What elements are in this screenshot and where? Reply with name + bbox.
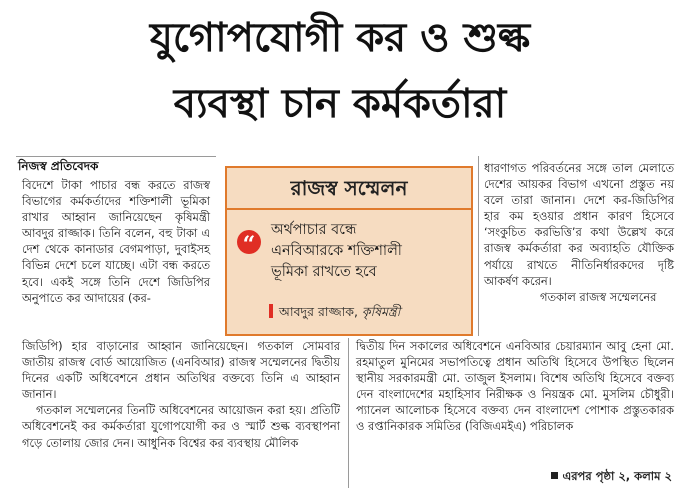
quote-line: ভূমিকা রাখতে হবে bbox=[271, 264, 377, 280]
continuation-note[interactable] bbox=[551, 468, 672, 487]
quote-sidebar bbox=[225, 166, 473, 336]
pull-quote bbox=[271, 220, 467, 283]
article-paragraph: গতকাল সম্মেলনের তিনটি অধিবেশনের আয়োজন করা হয়। প্রতিটি অধিবেশনেই কর কর্মকর্তারা যুগোপযোগী কর ও স্মার্ট শুল্ক ব্যবস্থাপনা গড়ে তোলায় জোর দেন। আধুনিক বিশ্বের কর ব্যবস্থায় মৌলিক bbox=[22, 403, 340, 450]
article-paragraph: বিদেশে টাকা পাচার বন্ধ করতে রাজস্ব বিভাগের কর্মকর্তাদের শক্তিশালী ভূমিকা রাখার আহ্বান জানিয়েছেন কৃষিমন্ত্রী আবদুর রাজ্জাক। তিনি বলেন, বহু টাকা এ দেশ থেকে কানাডার বেগমপাড়া, দুবাইসহ বিভিন্ন দেশে চলে যাচ্ছে। এটা বন্ধ করতে হবে। একই সঙ্গে তিনি দেশে জিডিপির অনুপাতে কর আদায়ের (কর- bbox=[22, 178, 210, 305]
article-paragraph: জিডিপি) হার বাড়ানোর আহ্বান জানিয়েছেন। গতকাল সোমবার জাতীয় রাজস্ব বোর্ড আয়োজিত (এনবিআর) রাজস্ব সম্মেলনের দ্বিতীয় দিনের একটি অধিবেশনে প্রধান অতিথির বক্তব্যে তিনি এ আহ্বান জানান। bbox=[22, 339, 340, 402]
article-column-3 bbox=[484, 160, 674, 305]
quote-line: এনবিআরকে শক্তিশালী bbox=[271, 243, 402, 259]
article-paragraph: গতকাল রাজস্ব সম্মেলনের bbox=[540, 289, 657, 304]
headline-line-2: ব্যবস্থা চান কর্মকর্তারা bbox=[173, 81, 507, 127]
column-divider bbox=[478, 156, 479, 336]
article-column-1 bbox=[22, 177, 210, 306]
quote-line: অর্থপাচার বন্ধে bbox=[271, 222, 357, 238]
headline-line-1: যুগোপযোগী কর ও শুল্ক bbox=[149, 15, 531, 61]
article-lower-right bbox=[356, 338, 674, 435]
attribution-role: কৃষিমন্ত্রী bbox=[361, 304, 401, 319]
quote-mark-icon: “ bbox=[237, 230, 261, 254]
byline-rule bbox=[16, 156, 216, 157]
article-paragraph: ধারণাগত পরিবর্তনের সঙ্গে তাল মেলাতে দেশের আয়কর বিভাগ এখনো প্রস্তুত নয় বলে তারা জানান। দেশে কর-জিডিপির হার কম হওয়ার প্রধান কারণ হিসেবে ‘সংকুচিত করভিত্তি’র কথা উল্লেখ করে রাজস্ব কর্মকর্তারা কর অব্যাহতি যৌক্তিক পর্যায়ে রাখতে নীতিনির্ধারকদের দৃষ্টি আকর্ষণ করেন। bbox=[484, 161, 674, 288]
quote-attribution bbox=[269, 304, 400, 324]
attribution-bar bbox=[269, 304, 273, 318]
attribution-name: আবদুর রাজ্জাক, bbox=[279, 304, 358, 319]
sidebar-separator bbox=[227, 208, 471, 210]
article-paragraph: দ্বিতীয় দিন সকালের অধিবেশনে এনবিআর চেয়ারম্যান আবু হেনা মো. রহমাতুল মুনিমের সভাপতিত্বে প্রধান অতিথি হিসেবে উপস্থিত ছিলেন স্থানীয় সরকারমন্ত্রী মো. তাজুল ইসলাম। বিশেষ অতিথি হিসেবে বক্তব্য দেন বাংলাদেশের মহাহিসাব নিরীক্ষক ও নিয়ন্ত্রক মো. মুসলিম চৌধুরী। প্যানেল আলোচক হিসেবে বক্তব্য দেন বাংলাদেশ পোশাক প্রস্তুতকারক ও রপ্তানিকারক সমিতির (বিজিএমইএ) পরিচালক bbox=[356, 339, 674, 434]
continuation-text: এরপর পৃষ্ঠা ২, কলাম ২ bbox=[562, 469, 672, 483]
article-lower-left bbox=[22, 338, 340, 451]
square-bullet-icon bbox=[551, 472, 558, 479]
byline: নিজস্ব প্রতিবেদক bbox=[18, 159, 99, 173]
sidebar-title: রাজস্ব সম্মেলন bbox=[290, 176, 408, 200]
column-divider bbox=[348, 338, 349, 488]
